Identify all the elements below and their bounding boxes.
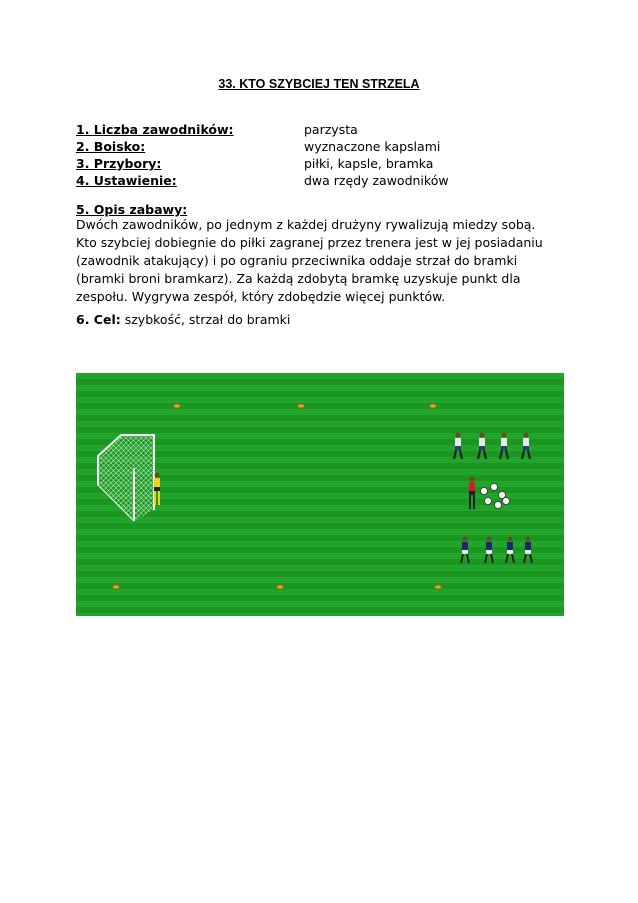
info-value: piłki, kapsle, bramka: [304, 156, 434, 171]
cone-icon: [430, 404, 437, 408]
info-row-players: [76, 122, 358, 138]
info-value: parzysta: [304, 122, 358, 137]
ball-icon: [485, 498, 492, 505]
info-value: wyznaczone kapslami: [304, 139, 441, 154]
goal-value: szybkość, strzał do bramki: [124, 312, 291, 327]
info-row-setup: [76, 173, 449, 189]
description-line: zespołu. Wygrywa zespół, który zdobędzie więcej punktów.: [76, 289, 446, 304]
cone-icon: [174, 404, 181, 408]
goal-row: [76, 312, 290, 327]
goal-label: 6. Cel:: [76, 312, 121, 327]
description-heading: 5. Opis zabawy:: [76, 202, 188, 217]
info-label: 4. Ustawienie:: [76, 173, 177, 188]
info-value: dwa rzędy zawodników: [304, 173, 449, 188]
description-text: [76, 216, 576, 306]
cone-icon: [435, 585, 442, 589]
ball-icon: [491, 484, 498, 491]
ball-icon: [481, 488, 488, 495]
ball-icon: [495, 502, 502, 509]
page-title: 33. KTO SZYBCIEJ TEN STRZELA: [218, 77, 420, 91]
cone-icon: [113, 585, 120, 589]
ball-icon: [503, 498, 510, 505]
info-row-equipment: [76, 156, 434, 172]
cone-icon: [277, 585, 284, 589]
pitch-diagram: [76, 373, 564, 616]
info-row-field: [76, 139, 441, 155]
info-label: 2. Boisko:: [76, 139, 146, 154]
description-line: Dwóch zawodników, po jednym z każdej drużyny rywalizują miedzy sobą.: [76, 217, 536, 232]
info-label: 1. Liczba zawodników:: [76, 122, 234, 137]
description-line: (bramki broni bramkarz). Za każdą zdobytą bramkę uzyskuje punkt dla: [76, 271, 521, 286]
description-line: (zawodnik atakujący) i po ograniu przeciwnika oddaje strzał do bramki: [76, 253, 518, 268]
cone-icon: [298, 404, 305, 408]
info-label: 3. Przybory:: [76, 156, 162, 171]
description-line: Kto szybciej dobiegnie do piłki zagranej przez trenera jest w jej posiadaniu: [76, 235, 543, 250]
